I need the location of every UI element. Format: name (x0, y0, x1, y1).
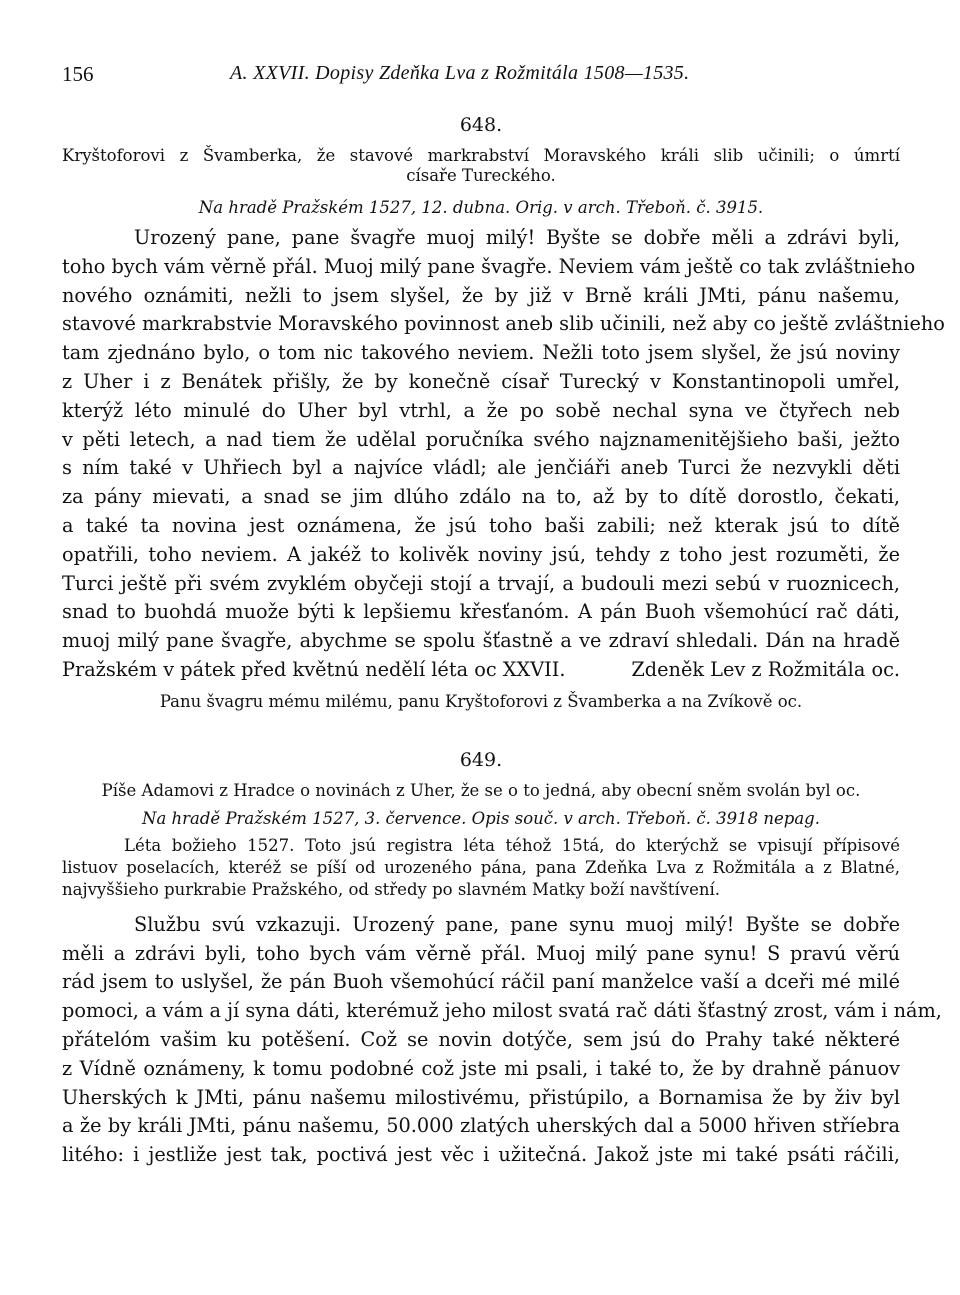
letter-number: 648. (459, 114, 503, 136)
body-line: opatřili, toho neviem. A jakéž to kolivěk noviny jsú, tehdy z toho jest rozuměti, že (62, 542, 900, 566)
letter-summary: Kryštoforovi z Švamberka, že stavové markrabství Moravského králi slib učinili; o úmrtí (62, 146, 900, 165)
letter-body (62, 911, 942, 1170)
dating-line: Pražském v pátek před květnú nedělí léta oc XXVII. (62, 657, 566, 681)
letter-summary-continued: císaře Tureckého. (406, 166, 556, 185)
dating-and-signature (62, 656, 900, 685)
letter-body (62, 224, 945, 685)
letter-649 (62, 748, 942, 1170)
letter-648 (62, 114, 945, 713)
running-title: A. XXVII. Dopisy Zdeňka Lva z Rožmitála 1508—1535. (230, 62, 690, 84)
body-line: z Vídně oznámeny, k tomu podobné což jste mi psali, i také to, že by drahně pánuov (62, 1056, 900, 1080)
body-line: snad to buohdá muože býti k lepšiemu křesťanóm. A pán Buoh všemohúcí rač dáti, (62, 600, 900, 624)
body-line: Uherských k JMti, pánu našemu milostivému, přistúpilo, a Bornamisa že by živ byl (62, 1085, 900, 1109)
letter-source: Na hradě Pražském 1527, 12. dubna. Orig. v arch. Třeboň. č. 3915. (198, 198, 764, 217)
body-line: pomoci, a vám a jí syna dáti, kterémuž jeho milost svatá rač dáti šťastný zrost, vám i nám, (62, 999, 942, 1023)
letter-address: Panu švagru mému milému, panu Kryštoforovi z Švamberka a na Zvíkově oc. (159, 691, 803, 711)
body-line: tam zjednáno bylo, o tom nic takového neviem. Nežli toto jsem slyšel, že jsú noviny (62, 341, 900, 365)
signature: Zdeněk Lev z Rožmitála oc. (631, 657, 900, 681)
body-line: litého: i jestliže jest tak, poctivá jest věc i užitečná. Jakož jste mi také psáti ráčili, (62, 1143, 900, 1167)
body-line: měli a zdrávi byli, toho bych vám věrně přál. Muoj milý pane synu! S pravú věrú (62, 941, 900, 965)
letter-intro (62, 835, 900, 901)
body-line: rád jsem to uslyšel, že pán Buoh všemohúcí ráčil paní manželce vaší a dceři mé milé (62, 970, 900, 994)
body-line: za pány mievati, a snad se jim dlúho zdálo na to, až by to dítě dorostlo, čekati, (62, 485, 900, 509)
body-line: Službu svú vzkazuji. Urozený pane, pane synu muoj milý! Byšte se dobře (134, 912, 900, 936)
body-line: kterýž léto minulé do Uher byl vtrhl, a že po sobě nechal syna ve čtyřech neb (62, 398, 900, 422)
intro-line: najvyššieho purkrabie Pražského, od středy po slavném Matky boží navštívení. (62, 879, 721, 899)
body-line: stavové markrabstvie Moravského povinnost aneb slib učinili, než aby co ještě zvláštnieho (62, 312, 945, 336)
letter-source: Na hradě Pražském 1527, 3. července. Opis souč. v arch. Třeboň. č. 3918 nepag. (142, 808, 820, 828)
body-line: nového oznámiti, nežli to jsem slyšel, že by již v Brně králi JMti, pánu našemu, (62, 283, 900, 307)
body-line: muoj milý pane švagře, abychme se spolu šťastně a ve zdraví shledali. Dán na hradě (62, 629, 900, 653)
letter-summary: Píše Adamovi z Hradce o novinách z Uher, že se o to jedná, aby obecní sněm svolán byl oc. (101, 780, 861, 800)
intro-line: listuov poselacích, kteréž se píší od urozeného pána, pana Zdeňka Lva z Rožmitála a z Blatné, (62, 857, 900, 877)
body-line: přátelóm vašim ku potěšení. Což se novin dotýče, sem jsú do Prahy také některé (62, 1027, 900, 1051)
letter-number: 649. (459, 748, 503, 771)
body-line: a že by králi JMti, pánu našemu, 50.000 zlatých uherských dal a 5000 hřiven stříebra (62, 1114, 900, 1138)
body-line: Turci ještě při svém zvyklém obyčeji stojí a trvají, a budouli mezi sebú v ruoznicech, (62, 571, 900, 595)
body-line: toho bych vám věrně přál. Muoj milý pane švagře. Neviem vám ještě co tak zvláštnieho (62, 254, 916, 278)
body-line: v pěti letech, a nad tiem že udělal poručníka svého najznamenitějšieho baši, ježto (62, 427, 900, 451)
body-line: z Uher i z Benátek přišly, že by konečně císař Turecký v Konstantinopoli umřel, (62, 369, 900, 393)
body-line: s ním také v Uhřiech byl a najvíce vládl; ale jenčiáři aneb Turci že nezvykli děti (62, 456, 900, 480)
body-line: a také ta novina jest oznámena, že jsú toho baši zabili; než kterak jsú to dítě (62, 513, 900, 537)
page-number: 156 (62, 62, 94, 86)
body-line: Urozený pane, pane švagře muoj milý! Byšte se dobře měli a zdrávi byli, (134, 226, 900, 249)
intro-line: Léta božieho 1527. Toto jsú registra léta téhož 15tá, do kterýchž se vpisují přípisové (124, 835, 900, 855)
page-header (62, 56, 900, 92)
